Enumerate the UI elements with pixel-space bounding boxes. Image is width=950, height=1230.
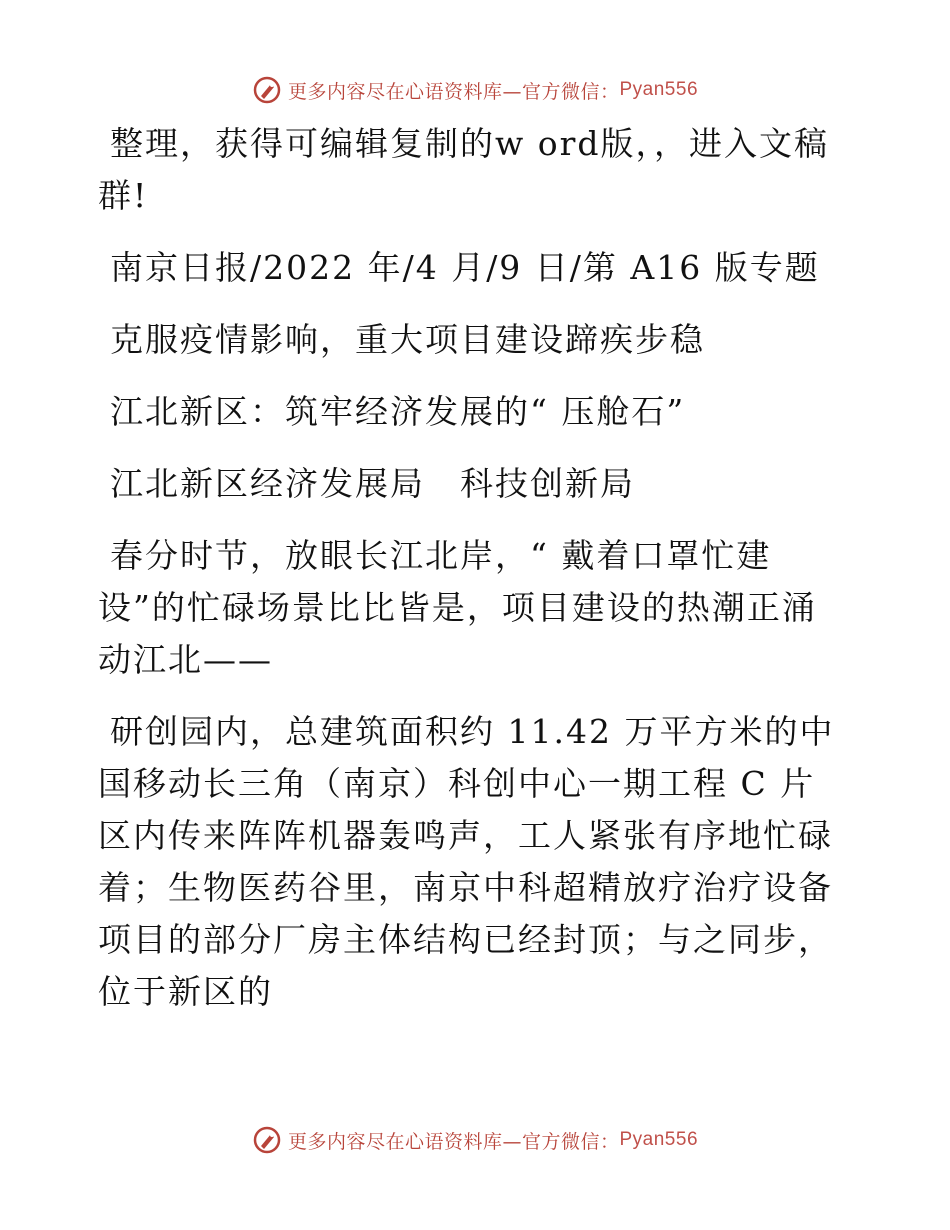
paragraph-intro: 整理，获得可编辑复制的w ord版，，进入文稿群!	[98, 124, 830, 215]
header-wechat-id: Pyan556	[619, 79, 699, 100]
paragraph-headline: 克服疫情影响，重大项目建设蹄疾步稳	[110, 320, 705, 359]
document-body	[98, 118, 850, 1024]
paragraph-body-2: 研创园内，总建筑面积约 11.42 万平方米的中国移动长三角（南京）科创中心一期工程 C 片区内传来阵阵机器轰鸣声，工人紧张有序地忙碌着；生物医药谷里，南京中科超精放疗治疗设备项目的部分厂房主体结构已经封顶；与之同步，位于新区的	[98, 712, 835, 1011]
paragraph-source: 南京日报/2022 年/4 月/9 日/第 A16 版专题	[110, 248, 820, 287]
paragraph-authors: 江北新区经济发展局 科技创新局	[110, 464, 635, 503]
paragraph-subheadline: 江北新区：筑牢经济发展的“ 压舱石”	[110, 392, 686, 431]
footer-promo-text: 更多内容尽在心语资料库—官方微信：	[287, 1130, 620, 1153]
footer-promo-banner	[0, 1122, 950, 1158]
header-promo-banner	[0, 72, 950, 108]
paragraph-body-1: 春分时节，放眼长江北岸，“ 戴着口罩忙建设”的忙碌场景比比皆是，项目建设的热潮正涌动江北——	[98, 536, 817, 679]
header-promo-text: 更多内容尽在心语资料库—官方微信：	[287, 80, 620, 103]
footer-wechat-id: Pyan556	[619, 1129, 699, 1150]
pen-nib-circle-icon	[252, 75, 282, 105]
pen-nib-circle-icon	[252, 1125, 282, 1155]
